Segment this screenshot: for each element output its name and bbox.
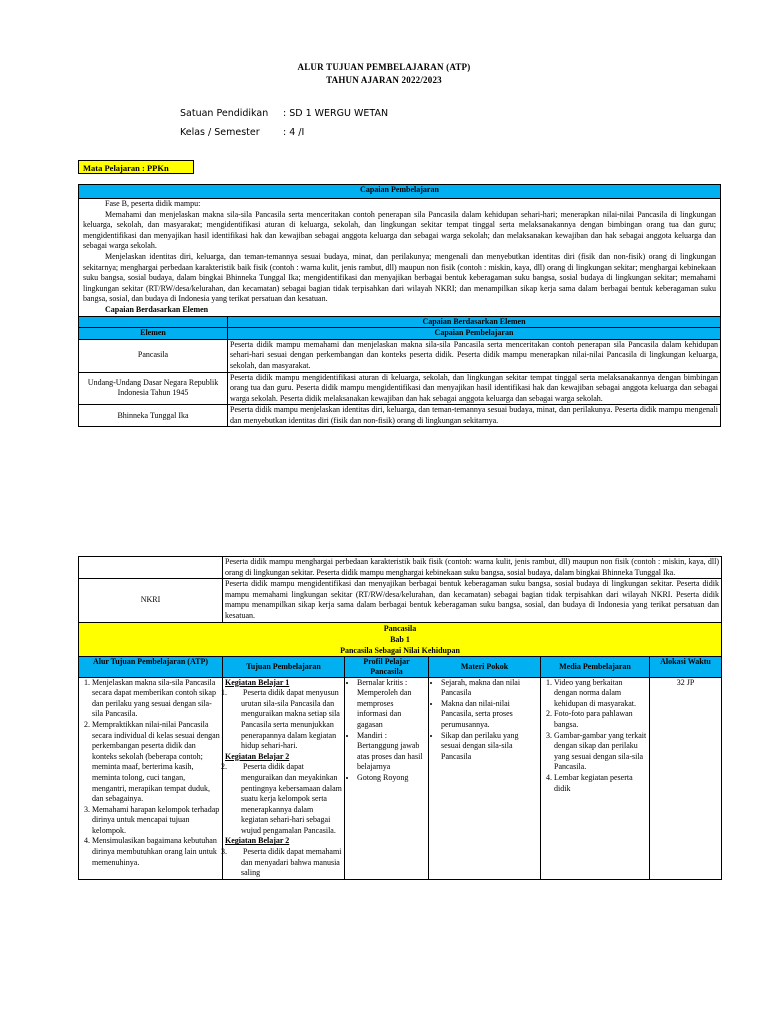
table-row	[79, 579, 722, 622]
profil-cell	[345, 677, 429, 879]
tujuan-cell	[223, 677, 345, 879]
col-profil: Profil Pelajar Pancasila	[345, 656, 429, 677]
capaian-heading: Capaian Pembelajaran	[79, 185, 721, 199]
capaian-body	[79, 199, 721, 317]
table-row	[79, 372, 721, 405]
capaian-intro: Fase B, peserta didik mampu:	[105, 199, 201, 208]
document-title: ALUR TUJUAN PEMBELAJARAN (ATP)	[297, 62, 471, 72]
subject-label: Mata Pelajaran : PPKn	[78, 160, 194, 174]
bhinneka-continued: Peserta didik mampu menghargai perbedaan karakteristik baik fisik (contoh: warna kulit, jenis rambut, dll) maupun non fisik (contoh : miskin, kaya, dll) orang di lingkungan sekitar. Peserta didik mampu menghargai kebinekaan suku bangsa, sosial budaya, dalam bingkai Bhinneka Tunggal Ika.	[223, 557, 722, 579]
capaian-table	[78, 184, 721, 427]
atp-table	[78, 556, 722, 880]
nkri-capaian: Peserta didik mampu mengidentifikasi dan menyajikan berbagai bentuk keberagaman suku bangsa, sosial budaya di lingkungan sekitar. Peserta didik mampu memahami lingkungan sekitar (RT/RW/desa/kelurahan, dan kecamatan) sebagai bagian tidak terpisahkan dari wilayah NKRI. Peserta didik mampu menampilkan sikap kerja sama dalam berbagai bentuk keberagaman suku bangsa, sosial, dan budaya di Indonesia yang terikat persatuan dan kesatuan.	[223, 579, 722, 622]
list-item: 1. Video yang berkaitan dengan norma dalam kehidupan di masyarakat.	[554, 678, 647, 710]
elemen-name: Bhinneka Tunggal Ika	[79, 405, 228, 427]
capaian-paragraph: Memahami dan menjelaskan makna sila-sila Pancasila serta menceritakan contoh penerapan sila Pancasila dalam kehidupan sehari-hari; menerapkan nilai-nilai Pancasila di lingkungan keluarga, sekolah, dan masyarakat; mengidentifikasi aturan di keluarga, sekolah, dan lingkungan sekitar tempat tinggal serta melaksanakannya dengan bimbingan orang tua dan guru; mengidentifikasi dan menyajikan hasil identifikasi hak dan kewajiban sebagai anggota keluarga dan sebagai warga sekolah; dan melaksanakan kewajiban dan hak sebagai anggota keluarga dan sebagai warga sekolah.	[83, 209, 716, 251]
list-item: • Makna dan nilai-nilai Pancasila, serta proses perumusannya.	[441, 699, 538, 731]
list-item: 4. Lembar kegiatan peserta didik	[554, 773, 647, 794]
kegiatan-belajar-label: Kegiatan Belajar 2	[225, 836, 290, 846]
list-item: • Sejarah, makna dan nilai Pancasila	[441, 678, 538, 699]
nkri-label: NKRI	[79, 579, 223, 622]
school-value: : SD 1 WERGU WETAN	[283, 108, 389, 119]
class-label: Kelas / Semester	[180, 127, 260, 138]
capaian-paragraph: Menjelaskan identitas diri, keluarga, dan teman-temannya sesuai budaya, minat, dan perilakunya; mengenali dan menyebutkan identitas diri (fisik dan non-fisik) orang di lingkungan sekitarnya; menghargai perbedaan karakteristik baik fisik (contoh : warna kulit, jenis rambut, dll) maupun non fisik (contoh : miskin, kaya, dll) orang di lingkungan sekitar; menghargai kebinekaan suku bangsa, sosial budaya, dalam bingkai Bhinneka Tunggal Ika; mengidentifikasi dan menyajikan berbagai bentuk keberagaman suku bangsa, sosial budaya di lingkungan sekitar; memahami lingkungan sekitar (RT/RW/desa/kelurahan, dan kecamatan) sebagai bagian tidak terpisahkan dari wilayah NKRI; dan menampilkan sikap kerja sama dalam berbagai bentuk keberagaman suku bangsa, sosial, dan budaya di Indonesia yang terikat persatuan dan kesatuan.	[83, 251, 716, 304]
col-tujuan: Tujuan Pembelajaran	[223, 656, 345, 677]
elemen-name: Undang-Undang Dasar Negara Republik Indonesia Tahun 1945	[79, 372, 228, 405]
class-value: : 4 /I	[283, 127, 305, 138]
by-element-label: Capaian Berdasarkan Elemen	[105, 304, 209, 314]
table-row	[79, 677, 722, 879]
list-item: 2. Peserta didik dapat menguraikan dan meyakinkan pentingnya kebersamaan dalam suatu kerja kelompok serta menerapkannya dalam kegiatan sehari-hari sebagai wujud pengamalan Pancasila.	[221, 762, 342, 835]
list-item: 1. Menjelaskan makna sila-sila Pancasila secara dapat memberikan contoh sikap dan perilaku yang sesuai dengan sila-sila Pancasila.	[92, 678, 220, 720]
col-materi: Materi Pokok	[429, 656, 541, 677]
col-alokasi: Alokasi Waktu	[650, 656, 722, 677]
list-item: 2. Foto-foto para pahlawan bangsa.	[554, 709, 647, 730]
bab-number: Bab 1	[390, 634, 410, 644]
list-item: • Mandiri : Bertanggung jawab atas proses dan hasil belajarnya	[357, 731, 426, 773]
list-item: • Bernalar kritis : Memperoleh dan memproses informasi dan gagasan	[357, 678, 426, 731]
table-row	[79, 557, 722, 579]
kegiatan-belajar-label: Kegiatan Belajar 1	[225, 677, 290, 687]
list-item: 3. Gambar-gambar yang terkait dengan sikap dan perilaku yang sesuai dengan sila-sila Pancasila.	[554, 731, 647, 773]
table-row	[79, 405, 721, 427]
atp-cell	[79, 677, 223, 879]
school-label: Satuan Pendidikan	[180, 108, 269, 119]
list-item: 3. Memahami harapan kelompok terhadap dirinya untuk mencapai tujuan kelompok.	[92, 805, 220, 837]
list-item: 4. Mensimulasikan bagaimana kebutuhan dirinya membutuhkan orang lain untuk memenuhinya.	[92, 836, 220, 868]
elemen-capaian: Peserta didik mampu menjelaskan identitas diri, keluarga, dan teman-temannya sesuai budaya, minat, dan perilakunya. Peserta didik mampu mengenali dan menyebutkan identitas diri (fisik dan non-fisik) orang di lingkungan sekitarnya.	[228, 405, 721, 427]
media-cell	[541, 677, 650, 879]
list-item: 2. Mempraktikkan nilai-nilai Pancasila secara individual di kelas sesuai dengan perkembangan peserta didik dan konteks sekolah (beberapa contoh; meminta maaf, berterima kasih, meminta tolong, cuci tangan, mengantri, merapikan tempat duduk, dan sebagainya.	[92, 720, 220, 805]
col-media: Media Pembelajaran	[541, 656, 650, 677]
col-elemen: Elemen	[79, 328, 228, 340]
elemen-capaian: Peserta didik mampu memahami dan menjelaskan makna sila-sila Pancasila serta menceritakan contoh penerapan sila Pancasila dalam kehidupan sehari-hari sesuai dengan perkembangan dan konteks peserta didik. Peserta didik mampu menerapkan nilai-nilai Pancasila di lingkungan keluarga, sekolah, dan masyarakat.	[228, 339, 721, 372]
list-item: 1. Peserta didik dapat menyusun urutan sila-sila Pancasila dan menguraikan makna setiap sila Pancasila serta menunjukkan penerapannya dalam kegiatan hidup sehari-hari.	[221, 688, 340, 751]
alokasi-waktu: 32 JP	[650, 677, 722, 879]
elemen-super-header: Capaian Berdasarkan Elemen	[228, 316, 721, 328]
list-item: • Sikap dan perilaku yang sesuai dengan sila-sila Pancasila	[441, 731, 538, 763]
list-item: • Gotong Royong	[357, 773, 426, 784]
unit-title: Pancasila	[383, 623, 417, 633]
academic-year: TAHUN AJARAN 2022/2023	[326, 75, 442, 85]
elemen-capaian: Peserta didik mampu mengidentifikasi aturan di keluarga, sekolah, dan lingkungan sekitar tempat tinggal serta melaksanakannya dengan bimbingan orang tua dan guru. Peserta didik mampu mengidentifikasi dan menyajikan hasil identifikasi hak dan kewajiban sebagai anggota keluarga dan sebagai warga sekolah. Peserta didik melaksanakan kewajiban dan hak sebagai anggota keluarga dan sebagai warga sekolah.	[228, 372, 721, 405]
elemen-name: Pancasila	[79, 339, 228, 372]
unit-heading	[79, 622, 722, 656]
col-capaian: Capaian Pembelajaran	[228, 328, 721, 340]
bab-title: Pancasila Sebagai Nilai Kehidupan	[340, 645, 460, 655]
list-item: 3. Peserta didik dapat memahami dan menyadari bahwa manusia saling	[221, 847, 342, 878]
col-atp: Alur Tujuan Pembelajaran (ATP)	[79, 656, 223, 677]
table-row	[79, 339, 721, 372]
kegiatan-belajar-label: Kegiatan Belajar 2	[225, 751, 290, 761]
materi-cell	[429, 677, 541, 879]
